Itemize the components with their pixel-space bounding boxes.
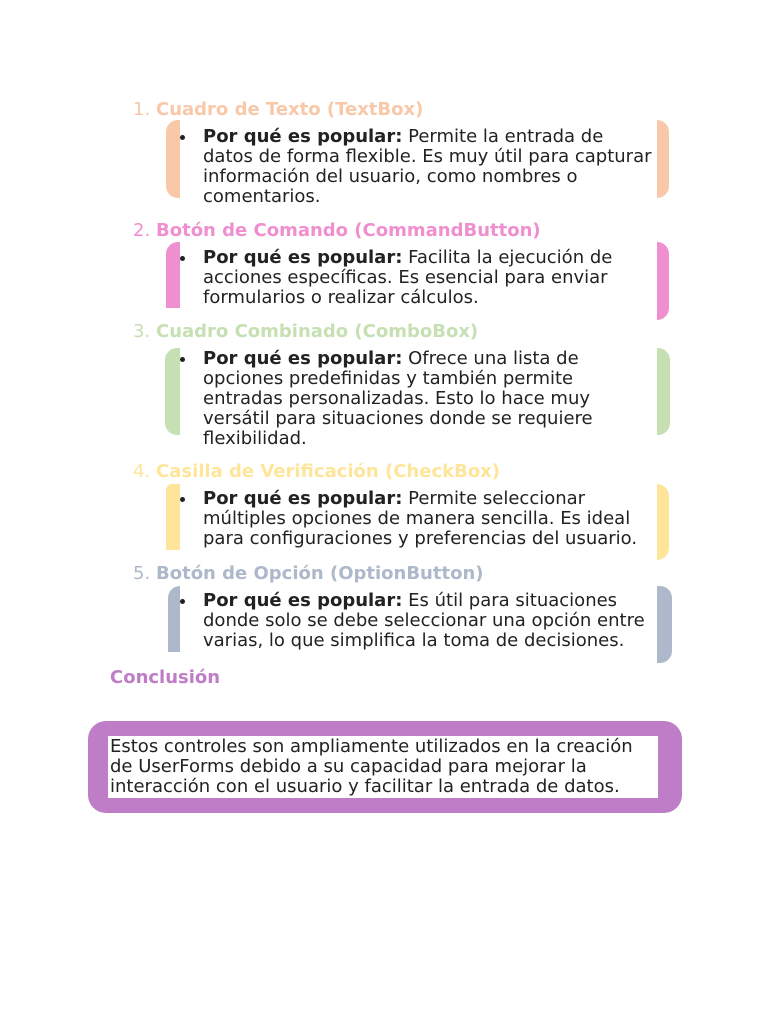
conclusion-heading: Conclusión bbox=[110, 667, 221, 688]
bullet-label: Por qué es popular: bbox=[203, 590, 403, 611]
item-number: 2. bbox=[133, 220, 151, 241]
left-bracket-decoration bbox=[166, 484, 180, 550]
item-title: Cuadro de Texto (TextBox) bbox=[156, 99, 424, 120]
item-title: Botón de Opción (OptionButton) bbox=[156, 563, 484, 584]
bullet-icon bbox=[180, 135, 185, 140]
bullet-label: Por qué es popular: bbox=[203, 488, 403, 509]
item-number: 1. bbox=[133, 99, 151, 120]
bullet-icon bbox=[180, 599, 185, 604]
item-optionbutton bbox=[0, 564, 768, 714]
item-combobox bbox=[0, 322, 768, 472]
bullet-label: Por qué es popular: bbox=[203, 348, 403, 369]
item-number: 5. bbox=[133, 563, 151, 584]
item-title: Cuadro Combinado (ComboBox) bbox=[156, 321, 479, 342]
bullet-label: Por qué es popular: bbox=[203, 126, 403, 147]
left-bracket-decoration bbox=[166, 242, 180, 308]
bullet-icon bbox=[180, 357, 185, 362]
right-bracket-decoration bbox=[657, 348, 670, 435]
right-bracket-decoration bbox=[657, 242, 669, 320]
bullet-point bbox=[203, 349, 655, 449]
bullet-icon bbox=[180, 256, 185, 261]
bullet-text: Es útil para situaciones donde solo se debe seleccionar una opción entre varias, lo que simplifica la toma de decisiones. bbox=[203, 590, 645, 651]
item-title: Casilla de Verificación (CheckBox) bbox=[156, 461, 501, 482]
bullet-point bbox=[203, 127, 655, 207]
conclusion-text: Estos controles son ampliamente utilizados en la creación de UserForms debido a su capacidad para mejorar la interacción con el usuario y facilitar la entrada de datos. bbox=[110, 736, 633, 797]
conclusion-text-area bbox=[108, 736, 658, 798]
right-bracket-decoration bbox=[657, 586, 672, 663]
right-bracket-decoration bbox=[657, 120, 669, 198]
left-bracket-decoration bbox=[166, 120, 180, 198]
item-title: Botón de Comando (CommandButton) bbox=[156, 220, 541, 241]
item-number: 3. bbox=[133, 321, 151, 342]
bullet-text: Permite seleccionar múltiples opciones de manera sencilla. Es ideal para configuraciones y preferencias del usuario. bbox=[203, 488, 638, 549]
bullet-text: Facilita la ejecución de acciones específicas. Es esencial para enviar formularios o realizar cálculos. bbox=[203, 247, 613, 308]
bullet-icon bbox=[180, 497, 185, 502]
right-bracket-decoration bbox=[657, 484, 669, 560]
item-number: 4. bbox=[133, 461, 151, 482]
bullet-text: Permite la entrada de datos de forma flexible. Es muy útil para capturar información del usuario, como nombres o comentarios. bbox=[203, 126, 652, 207]
bullet-point bbox=[203, 591, 655, 651]
bullet-label: Por qué es popular: bbox=[203, 247, 403, 268]
bullet-text: Ofrece una lista de opciones predefinidas y también permite entradas personalizadas. Esto lo hace muy versátil para situaciones donde se requiere flexibilidad. bbox=[203, 348, 593, 449]
conclusion-box bbox=[88, 721, 682, 813]
left-bracket-decoration bbox=[168, 586, 180, 652]
bullet-point bbox=[203, 248, 655, 308]
left-bracket-decoration bbox=[165, 348, 180, 435]
bullet-point bbox=[203, 489, 655, 549]
